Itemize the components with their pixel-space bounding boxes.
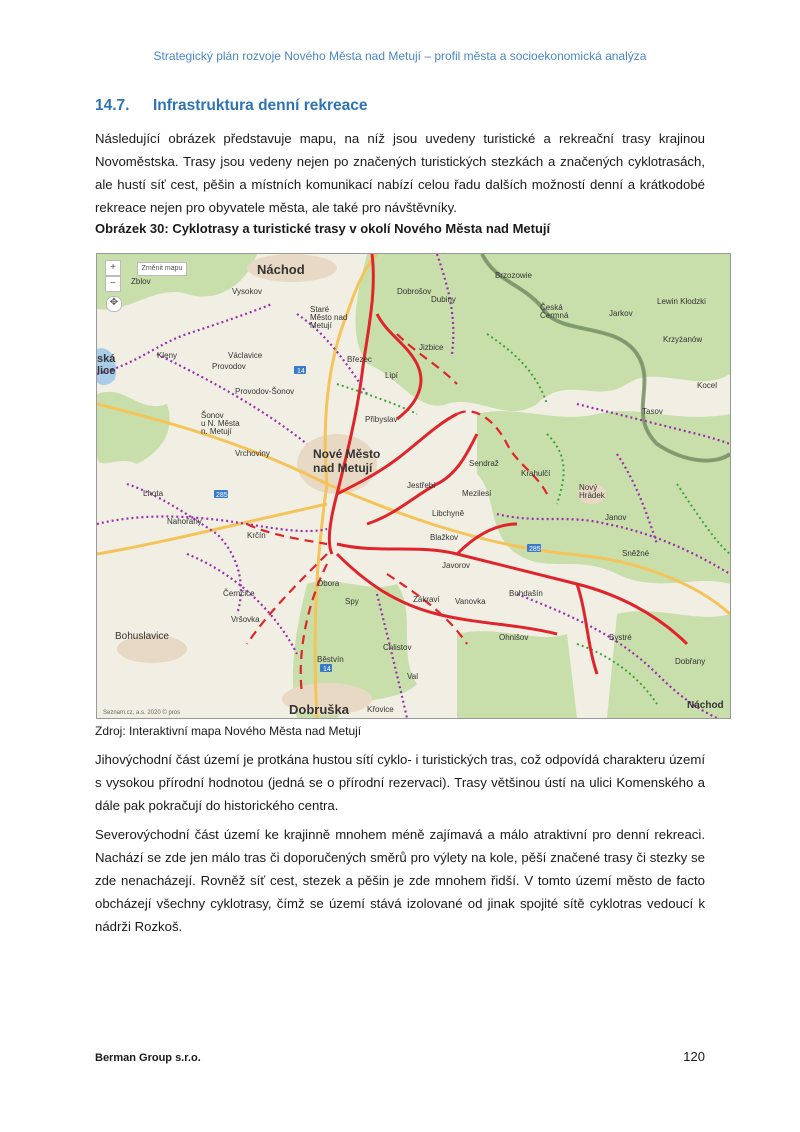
running-header: Strategický plán rozvoje Nového Města nad Metují – profil města a socioekonomická analýza bbox=[153, 49, 647, 63]
label-dobrany: Dobřany bbox=[675, 657, 706, 666]
label-sendraz: Sendraž bbox=[469, 459, 499, 468]
section-title: Infrastruktura denní rekreace bbox=[153, 97, 368, 114]
label-sonov2: u N. Města bbox=[201, 419, 240, 428]
label-brzozowie: Brzozowie bbox=[495, 271, 532, 280]
label-jarkov: Jarkov bbox=[609, 309, 633, 318]
paragraph-northeast: Severovýchodní část území ke krajinně mnohem méně zajímavá a málo atraktivní pro denní rekreaci. Nachází se zde jen málo tras či doporučených směrů pro výlety na kole, pěší značené trasy či stezky se zde nenacházejí. Rovněž síť cest, stezek a pěšin je zde mnohem řidší. V tomto území město de facto obcházejí všechny cyklotrasy, čímž se území stává izolované od jinak spojité sítě cyklotras vedoucí k nádrži Rozkoš. bbox=[95, 827, 705, 934]
label-novy-hradek2: Hrádek bbox=[579, 491, 605, 500]
label-sonov1: Šonov bbox=[201, 411, 224, 420]
label-chlistov: Chlistov bbox=[383, 643, 412, 652]
label-tasov: Tasov bbox=[642, 407, 663, 416]
label-provodov-sonov: Provodov-Šonov bbox=[235, 387, 295, 396]
zoom-out-button[interactable]: − bbox=[105, 276, 121, 292]
label-nachod: Náchod bbox=[257, 262, 305, 277]
label-jestrebi: Jestřebí bbox=[407, 481, 436, 490]
label-vrsovka: Vršovka bbox=[231, 615, 260, 624]
label-lipi: Lipí bbox=[385, 371, 398, 380]
label-brezec: Březec bbox=[347, 355, 372, 364]
label-stare-mesto2: Město nad bbox=[310, 313, 348, 322]
label-cernocice: Černčice bbox=[223, 589, 255, 598]
label-bohuslavice: Bohuslavice bbox=[115, 631, 169, 642]
label-bestvin: Běstvín bbox=[317, 655, 344, 664]
label-lewin: Lewin Kłodzki bbox=[657, 297, 706, 306]
label-stare-mesto1: Staré bbox=[310, 305, 330, 314]
label-obora: Obora bbox=[317, 579, 340, 588]
road-number-1: 285 bbox=[216, 492, 228, 499]
section-number: 14.7. bbox=[95, 97, 130, 114]
label-ceska-cermna1: Česká bbox=[540, 303, 563, 312]
label-blazkov: Blažkov bbox=[430, 533, 459, 542]
label-pribyslav: Přibyslav bbox=[365, 415, 398, 424]
road-number-2: 14 bbox=[297, 368, 305, 375]
label-bohdasin: Bohdašín bbox=[509, 589, 543, 598]
label-vaclavice: Václavice bbox=[228, 351, 263, 360]
label-bystre: Bystré bbox=[609, 633, 632, 642]
label-nove-mesto-2: nad Metují bbox=[313, 461, 373, 475]
paragraph-southeast: Jihovýchodní část území je protkána hustou sítí cyklo- i turistických tras, což odpovídá charakteru území s vysokou přírodní hodnotou (jedná se o přírodní rezervaci). Trasy většinou ústí na ulici Komenského a dále pak pokračují do historického centra. bbox=[95, 752, 705, 813]
label-ceska-skalice1: ská bbox=[97, 353, 116, 365]
route-map[interactable] bbox=[96, 253, 731, 719]
road-number-3: 14 bbox=[323, 666, 331, 673]
label-vanovka: Vanovka bbox=[455, 597, 486, 606]
label-ceska-skalice2: lice bbox=[97, 365, 116, 377]
intro-paragraph: Následující obrázek představuje mapu, na níž jsou uvedeny turistické a rekreační trasy krajinou Novoměstska. Trasy jsou vedeny nejen po značených turistických stezkách a značených cyklotrasách, ale hustí síť cest, pěšin a místních komunikací nabízí celou řadu dalších možností denní a krátkodobé rekreace nejen pro obyvatele města, ale také pro návštěvníky. bbox=[95, 131, 705, 215]
label-janov: Janov bbox=[605, 513, 627, 522]
zoom-in-button[interactable]: + bbox=[105, 260, 121, 276]
figure-caption: Obrázek 30: Cyklotrasy a turistické trasy v okolí Nového Města nad Metují bbox=[95, 221, 551, 236]
label-mezilesi: Mezilesí bbox=[462, 489, 492, 498]
label-provodov: Provodov bbox=[212, 362, 246, 371]
label-dobrosov: Dobrošov bbox=[397, 287, 432, 296]
label-stare-mesto3: Metují bbox=[310, 321, 332, 330]
label-krcin: Krčín bbox=[247, 531, 266, 540]
label-val: Val bbox=[407, 672, 418, 681]
figure-source: Zdroj: Interaktivní mapa Nového Města nad Metují bbox=[95, 724, 362, 738]
label-nove-mesto-1: Nové Město bbox=[313, 447, 381, 461]
label-kleny: Kleny bbox=[157, 351, 178, 360]
label-krovice: Křovice bbox=[367, 705, 394, 714]
label-krahulci: Krahulčí bbox=[521, 469, 551, 478]
label-nachod-lower: Náchod bbox=[687, 700, 724, 711]
map-canvas bbox=[97, 254, 730, 718]
label-zblov: Zblov bbox=[131, 277, 151, 286]
page-number: 120 bbox=[683, 1049, 705, 1064]
label-jizbice: Jizbice bbox=[419, 343, 444, 352]
footer-company: Berman Group s.r.o. bbox=[95, 1052, 201, 1064]
label-dobruska: Dobruška bbox=[289, 702, 349, 717]
label-ceska-cermna2: Čermná bbox=[540, 311, 569, 320]
label-javorov: Javorov bbox=[442, 561, 471, 570]
label-novy-hradek1: Nový bbox=[579, 483, 598, 492]
label-snezne: Sněžné bbox=[622, 549, 650, 558]
section-heading bbox=[95, 97, 368, 115]
map-attribution: Seznam.cz, a.s. 2020 © pros bbox=[103, 710, 181, 716]
label-spy: Spy bbox=[345, 597, 359, 606]
label-vysokov: Vysokov bbox=[232, 287, 262, 296]
road-number-4: 285 bbox=[529, 546, 541, 553]
label-lhota: Lhota bbox=[143, 489, 164, 498]
label-zakravi: Zákraví bbox=[413, 595, 440, 604]
label-vrchoviny: Vrchoviny bbox=[235, 449, 270, 458]
label-sonov3: n. Metují bbox=[201, 427, 232, 436]
change-map-button[interactable]: Změnit mapu bbox=[137, 262, 187, 276]
compass-icon[interactable]: ✥ bbox=[106, 296, 122, 312]
label-ohnisov: Ohnišov bbox=[499, 633, 529, 642]
label-dubiny: Dubiny bbox=[431, 295, 456, 304]
label-libchyne: Libchyně bbox=[432, 509, 465, 518]
label-kocel: Kocel bbox=[697, 381, 718, 390]
label-krzyzanow: Krzyżanów bbox=[663, 335, 703, 344]
label-nahorany: Nahořany bbox=[167, 517, 202, 526]
